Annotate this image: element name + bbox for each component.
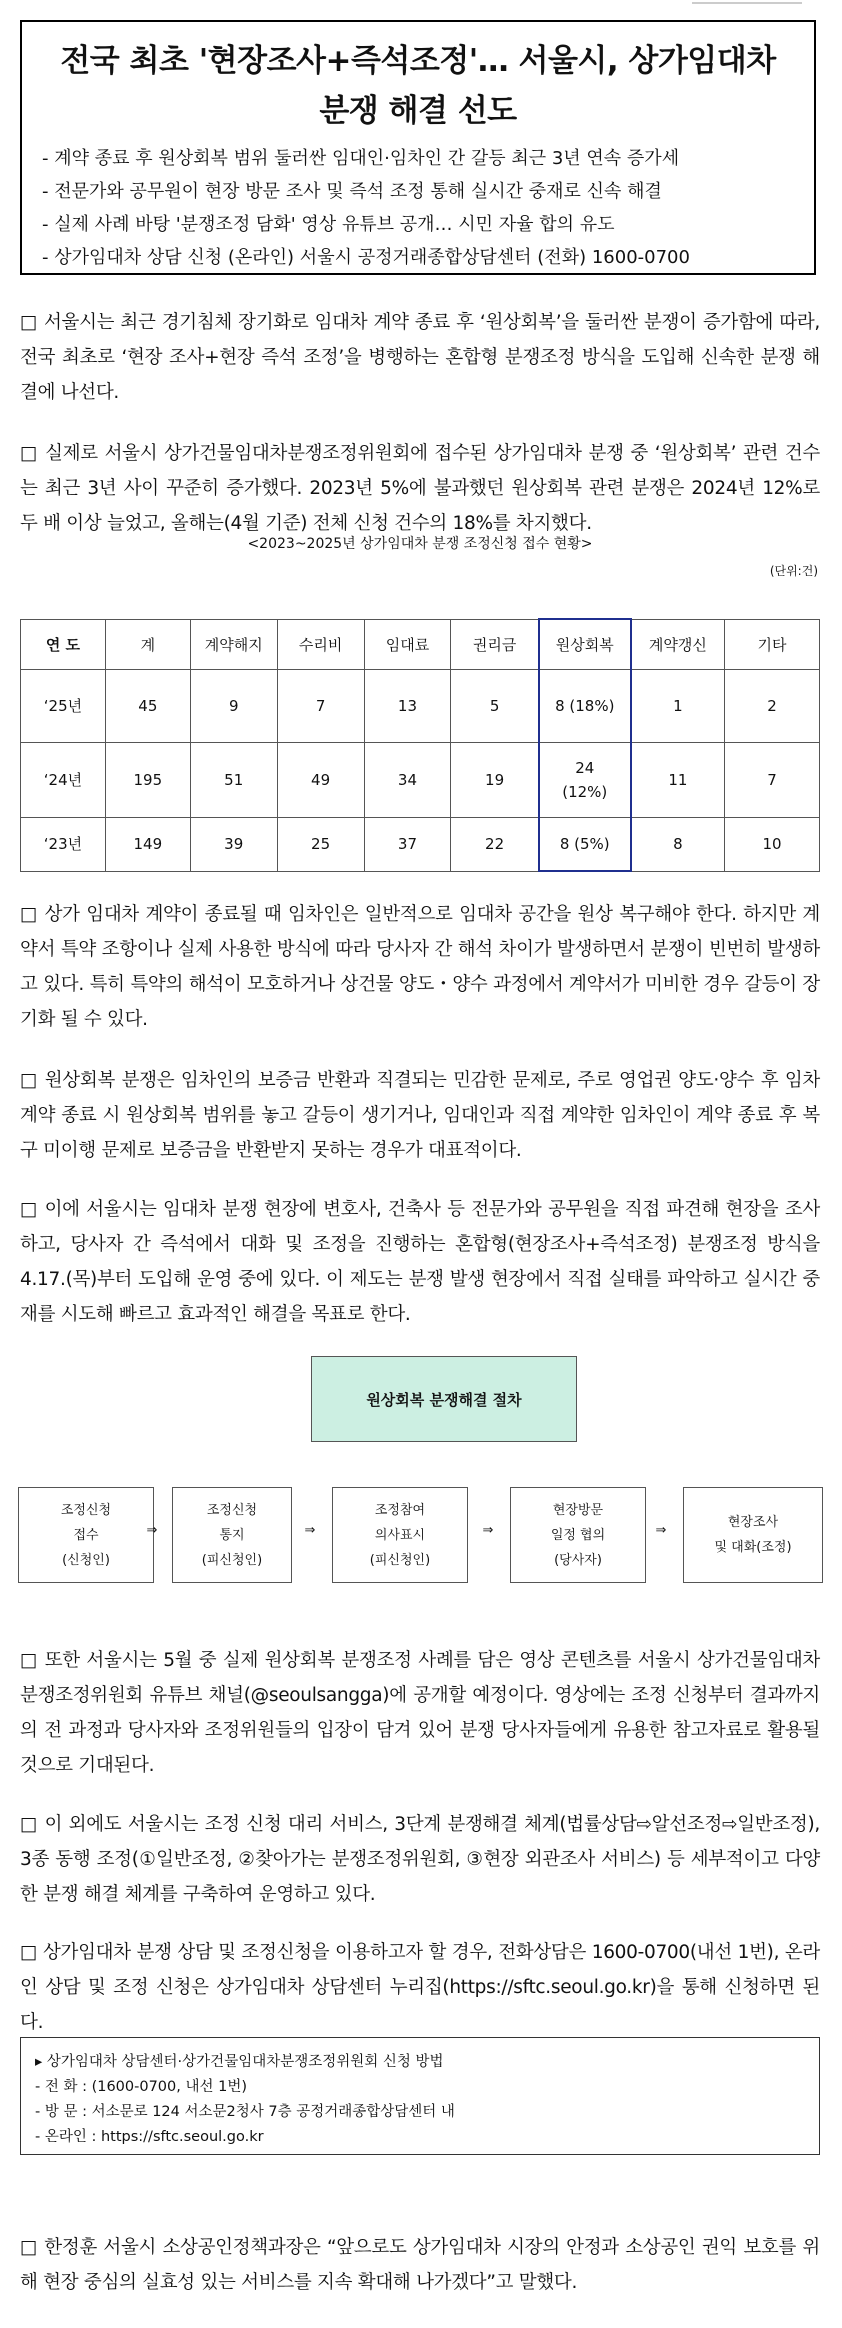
- step-line: (피신청인): [201, 1552, 263, 1568]
- headline-bullet: - 실제 사례 바탕 '분쟁조정 담화' 영상 유튜브 공개… 시민 자율 합의 유도: [42, 214, 615, 235]
- step-line: 의사표시: [374, 1527, 426, 1543]
- table-header: 계: [105, 619, 190, 670]
- step-line: (신청인): [62, 1552, 110, 1568]
- table-cell: 39: [190, 818, 277, 872]
- step-line: 조정신청: [60, 1502, 112, 1518]
- table-cell: 149: [105, 818, 190, 872]
- process-arrow: ⇒: [482, 1523, 494, 1538]
- dispute-stats-table: [20, 618, 820, 872]
- table-cell-highlight: 8 (5%): [539, 818, 631, 872]
- table-cell: 5: [451, 670, 539, 743]
- step-line: 접수: [73, 1527, 99, 1543]
- table-header: 기타: [725, 619, 820, 670]
- table-cell: ‘24년: [21, 743, 106, 818]
- headline-bullet: - 상가임대차 상담 신청 (온라인) 서울시 공정거래종합상담센터 (전화) 1600-0700: [42, 247, 690, 268]
- step-line: 현장방문: [552, 1502, 604, 1518]
- headline-title: 전국 최초 '현장조사+즉석조정'… 서울시, 상가임대차 분쟁 해결 선도: [60, 43, 776, 129]
- table-header: 연 도: [21, 619, 106, 670]
- table-cell: ‘23년: [21, 818, 106, 872]
- table-header-row: [21, 619, 820, 670]
- table-header-highlight: 원상회복: [539, 619, 631, 670]
- headline-bullet: - 계약 종료 후 원상회복 범위 둘러싼 임대인·임차인 간 갈등 최근 3년 연속 증가세: [42, 148, 680, 169]
- table-header: 임대료: [364, 619, 451, 670]
- process-arrow: ⇒: [146, 1523, 158, 1538]
- table-cell-highlight: 8 (18%): [539, 670, 631, 743]
- step-line: 현장조사: [727, 1515, 779, 1530]
- table-cell: 49: [277, 743, 364, 818]
- paragraph-dispute-type: □ 원상회복 분쟁은 임차인의 보증금 반환과 직결되는 민감한 문제로, 주로 영업권 양도·양수 후 임차계약 종료 시 원상회복 범위를 놓고 갈등이 생기거나, 임대인과 직접 계약한 임차인이 계약 종료 후 복구 미이행 문제로 보증금을 반환받지 못하는 경우가 대표적이다.: [20, 1070, 820, 1161]
- table-cell: 34: [364, 743, 451, 818]
- table-cell: ‘25년: [21, 670, 106, 743]
- table-cell-highlight: 24 (12%): [539, 743, 631, 818]
- headline-box: [20, 20, 816, 275]
- table-cell: 25: [277, 818, 364, 872]
- table-unit: (단위:건): [769, 564, 818, 578]
- info-box: [20, 2037, 820, 2155]
- table-header: 수리비: [277, 619, 364, 670]
- step-line: 통지: [219, 1527, 245, 1543]
- paragraph-intro: □ 서울시는 최근 경기침체 장기화로 임대차 계약 종료 후 ‘원상회복’을 둘러싼 분쟁이 증가함에 따라, 전국 최초로 ‘현장 조사+현장 즉석 조정’을 병행하는 혼합형 분쟁조정 방식을 도입해 신속한 분쟁 해결에 나선다.: [20, 312, 820, 403]
- process-step-4: [510, 1487, 646, 1583]
- process-title: 원상회복 분쟁해결 절차: [311, 1356, 577, 1442]
- info-phone: - 전 화 : (1600-0700, 내선 1번): [35, 2079, 247, 2095]
- table-row: [21, 670, 820, 743]
- process-arrow: ⇒: [304, 1523, 316, 1538]
- table-cell: 22: [451, 818, 539, 872]
- process-step-2: [172, 1487, 292, 1583]
- info-visit: - 방 문 : 서소문로 124 서소문2청사 7층 공정거래종합상담센터 내: [35, 2104, 455, 2120]
- step-line: 및 대화(조정): [714, 1540, 792, 1555]
- paragraph-services: □ 이 외에도 서울시는 조정 신청 대리 서비스, 3단계 분쟁해결 체계(법률상담⇨알선조정⇨일반조정), 3종 동행 조정(①일반조정, ②찾아가는 분쟁조정위원회, ③현장 외관조사 서비스) 등 세부적이고 다양한 분쟁 해결 체계를 구축하여 운영하고 있다.: [20, 1814, 820, 1905]
- info-online: - 온라인 : https://sftc.seoul.go.kr: [35, 2129, 264, 2145]
- top-cut-text: [692, 0, 802, 6]
- table-header: 권리금: [451, 619, 539, 670]
- process-step-5: [683, 1487, 823, 1583]
- process-step-1: [18, 1487, 154, 1583]
- table-row: [21, 818, 820, 872]
- paragraph-new-method: □ 이에 서울시는 임대차 분쟁 현장에 변호사, 건축사 등 전문가와 공무원을 직접 파견해 현장을 조사하고, 당사자 간 즉석에서 대화 및 조정을 진행하는 혼합형(현장조사+즉석조정) 분쟁조정 방식을 4.17.(목)부터 도입해 운영 중에 있다. 이 제도는 분쟁 발생 현장에서 직접 실태를 파악하고 실시간 중재를 시도해 빠르고 효과적인 해결을 목표로 한다.: [20, 1199, 820, 1325]
- paragraph-statistics: □ 실제로 서울시 상가건물임대차분쟁조정위원회에 접수된 상가임대차 분쟁 중 ‘원상회복’ 관련 건수는 최근 3년 사이 꾸준히 증가했다. 2023년 5%에 불과했던 원상회복 관련 분쟁은 2024년 12%로 두 배 이상 늘었고, 올해는(4월 기준) 전체 신청 건수의 18%를 차지했다.: [20, 443, 820, 534]
- table-cell: 37: [364, 818, 451, 872]
- headline-bullet: - 전문가와 공무원이 현장 방문 조사 및 즉석 조정 통해 실시간 중재로 신속 해결: [42, 181, 662, 202]
- table-cell: 195: [105, 743, 190, 818]
- table-cell: 7: [277, 670, 364, 743]
- table-cell: 11: [631, 743, 725, 818]
- table-cell: 9: [190, 670, 277, 743]
- step-line: 조정신청: [206, 1502, 258, 1518]
- table-row: [21, 743, 820, 818]
- table-cell: 10: [725, 818, 820, 872]
- table-cell: 13: [364, 670, 451, 743]
- process-arrow: ⇒: [655, 1523, 667, 1538]
- step-line: 조정참여: [374, 1502, 426, 1518]
- paragraph-background: □ 상가 임대차 계약이 종료될 때 임차인은 일반적으로 임대차 공간을 원상 복구해야 한다. 하지만 계약서 특약 조항이나 실제 사용한 방식에 따라 당사자 간 해석 차이가 발생하면서 분쟁이 빈번히 발생하고 있다. 특히 특약의 해석이 모호하거나 상건물 양도・양수 과정에서 계약서가 미비한 경우 갈등이 장기화 될 수 있다.: [20, 904, 820, 1030]
- table-cell: 8: [631, 818, 725, 872]
- paragraph-video: □ 또한 서울시는 5월 중 실제 원상회복 분쟁조정 사례를 담은 영상 콘텐츠를 서울시 상가건물임대차분쟁조정위원회 유튜브 채널(@seoulsangga)에 공개할 예정이다. 영상에는 조정 신청부터 결과까지의 전 과정과 당사자와 조정위원들의 입장이 담겨 있어 분쟁 당사자들에게 유용한 참고자료로 활용될 것으로 기대된다.: [20, 1650, 820, 1776]
- table-cell: 1: [631, 670, 725, 743]
- table-cell: 7: [725, 743, 820, 818]
- step-line: 일정 협의: [550, 1527, 606, 1543]
- paragraph-quote: □ 한정훈 서울시 소상공인정책과장은 “앞으로도 상가임대차 시장의 안정과 소상공인 권익 보호를 위해 현장 중심의 실효성 있는 서비스를 지속 확대해 나가겠다”고 말했다.: [20, 2237, 820, 2293]
- step-line: (당사자): [554, 1552, 602, 1568]
- table-header: 계약갱신: [631, 619, 725, 670]
- table-cell: 19: [451, 743, 539, 818]
- table-cell: 45: [105, 670, 190, 743]
- table-cell: 51: [190, 743, 277, 818]
- table-caption: <2023~2025년 상가임대차 분쟁 조정신청 접수 현황>: [247, 536, 593, 552]
- step-line: (피신청인): [369, 1552, 431, 1568]
- table-cell: 2: [725, 670, 820, 743]
- info-title: ▸ 상가임대차 상담센터·상가건물임대차분쟁조정위원회 신청 방법: [35, 2054, 444, 2070]
- process-step-3: [332, 1487, 468, 1583]
- paragraph-contact: □ 상가임대차 분쟁 상담 및 조정신청을 이용하고자 할 경우, 전화상담은 1600-0700(내선 1번), 온라인 상담 및 조정 신청은 상가임대차 상담센터 누리집(https://sftc.seoul.go.kr)을 통해 신청하면 된다.: [20, 1942, 820, 2033]
- table-header: 계약해지: [190, 619, 277, 670]
- headline-bullets: [42, 142, 794, 274]
